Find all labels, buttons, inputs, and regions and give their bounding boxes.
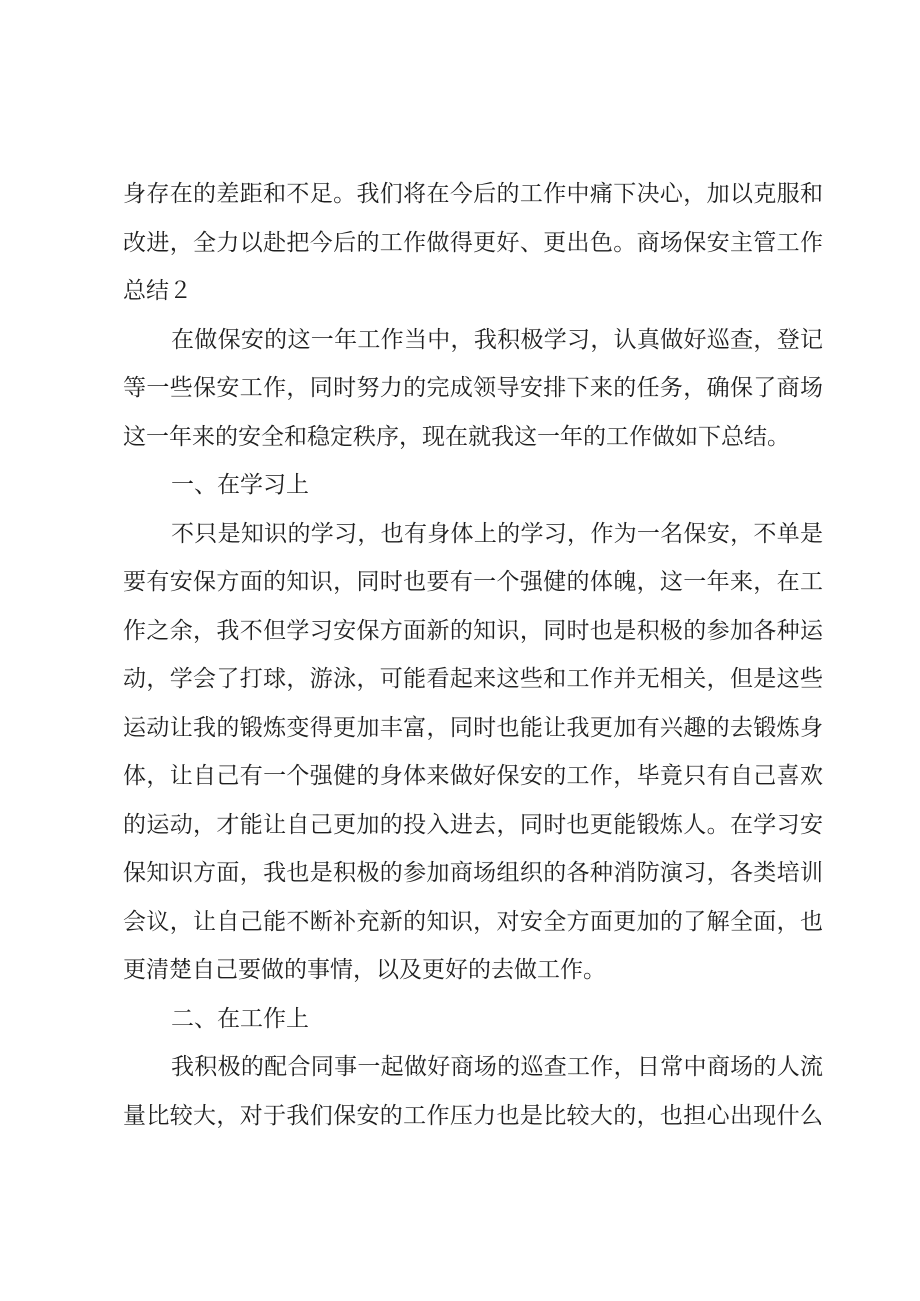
text-line: 这一年来的安全和稳定秩序，现在就我这一年的工作做如下总结。 xyxy=(123,423,790,450)
document-body xyxy=(123,170,823,1140)
section-heading: 一、在学习上 xyxy=(171,472,309,498)
text-line: 保知识方面，我也是积极的参加商场组织的各种消防演习，各类培训 xyxy=(123,860,823,886)
text-line: 运动让我的锻炼变得更加丰富，同时也能让我更加有兴趣的去锻炼身 xyxy=(123,714,823,741)
text-line: 会议，让自己能不断补充新的知识，对安全方面更加的了解全面，也 xyxy=(123,908,823,935)
text-line: 身存在的差距和不足。我们将在今后的工作中痛下决心，加以克服和 xyxy=(123,181,823,207)
section-heading: 二、在工作上 xyxy=(171,1005,309,1032)
text-line: 更清楚自己要做的事情，以及更好的去做工作。 xyxy=(123,957,606,983)
text-line: 要有安保方面的知识，同时也要有一个强健的体魄，这一年来，在工 xyxy=(123,569,823,595)
text-line: 动，学会了打球，游泳，可能看起来这些和工作并无相关，但是这些 xyxy=(123,666,823,692)
text-line: 不只是知识的学习，也有身体上的学习，作为一名保安，不单是 xyxy=(171,520,823,547)
text-line: 等一些保安工作，同时努力的完成领导安排下来的任务，确保了商场 xyxy=(123,375,823,401)
text-line: 在做保安的这一年工作当中，我积极学习，认真做好巡查，登记 xyxy=(171,326,823,353)
text-line: 作之余，我不但学习安保方面新的知识，同时也是积极的参加各种运 xyxy=(123,617,823,644)
text-line: 量比较大，对于我们保安的工作压力也是比较大的，也担心出现什么 xyxy=(123,1102,823,1129)
text-line: 的运动，才能让自己更加的投入进去，同时也更能锻炼人。在学习安 xyxy=(123,811,823,838)
text-line: 体，让自己有一个强健的身体来做好保安的工作，毕竟只有自己喜欢 xyxy=(123,763,823,789)
text-line: 改进，全力以赴把今后的工作做得更好、更出色。商场保安主管工作 xyxy=(123,229,823,256)
section-title: 总结２ xyxy=(123,278,192,304)
text-line: 我积极的配合同事一起做好商场的巡查工作，日常中商场的人流 xyxy=(171,1054,823,1080)
